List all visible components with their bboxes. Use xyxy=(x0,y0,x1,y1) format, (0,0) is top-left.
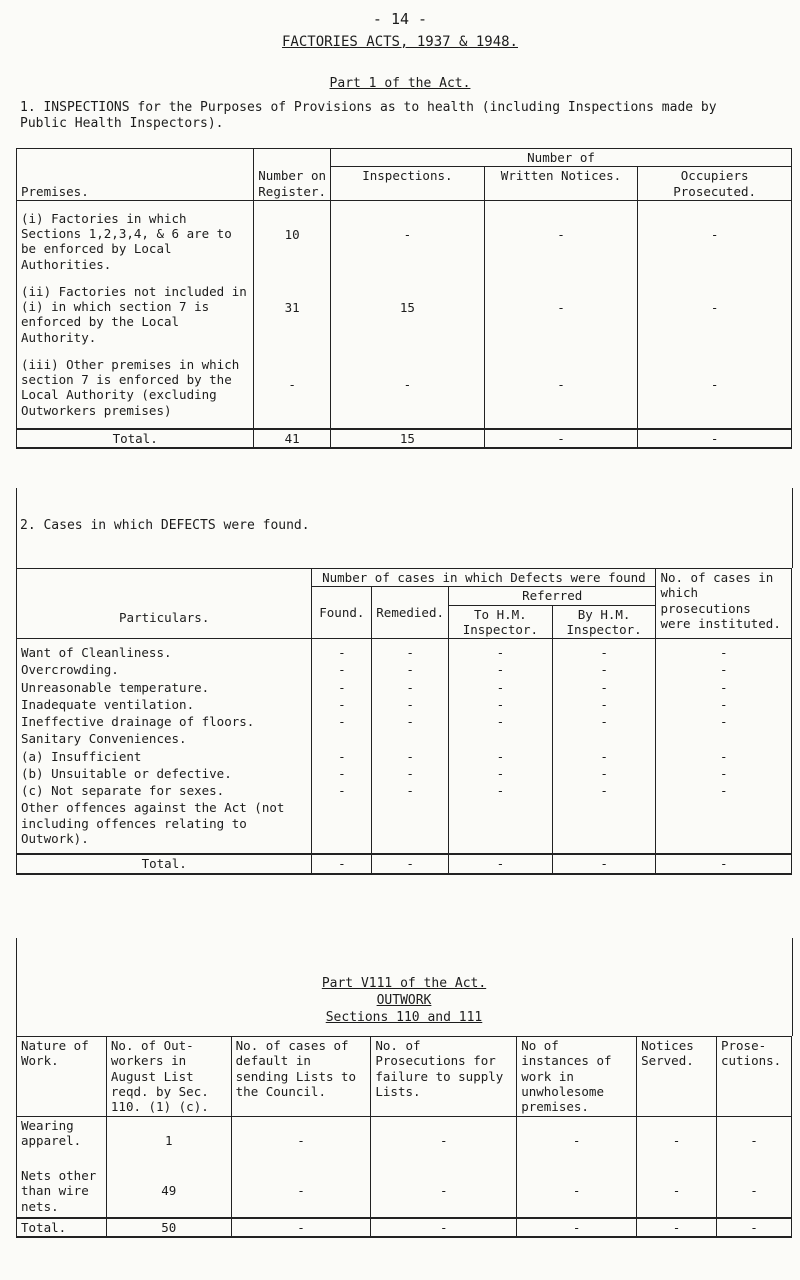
col-register: Number on Register. xyxy=(254,149,331,201)
total-row: Total. - - - - - xyxy=(17,854,792,873)
col-number-cases: Number of cases in which Defects were found xyxy=(312,569,656,587)
table-row: Other offences against the Act (not including offences relating to Outwork). xyxy=(17,799,792,854)
outwork-table xyxy=(16,1036,792,1238)
col-default: No. of cases of default in sending Lists to the Council. xyxy=(231,1037,371,1117)
frame-line xyxy=(16,938,17,1036)
col-nature: Nature of Work. xyxy=(17,1037,107,1117)
col-prosecutions: No. of Prosecutions for failure to supply Lists. xyxy=(371,1037,517,1117)
col-number-of: Number of xyxy=(331,149,792,167)
col-inspections: Inspections. xyxy=(331,167,485,201)
col-prose: Prose-cutions. xyxy=(716,1037,791,1117)
table-row: Unreasonable temperature. - - - - - xyxy=(17,679,792,696)
table-row: (a) Insufficient - - - - - xyxy=(17,748,792,765)
col-notices: Notices Served. xyxy=(637,1037,717,1117)
frame-line xyxy=(16,488,17,568)
table-row: Want of Cleanliness. - - - - - xyxy=(17,639,792,662)
table-row: (iii) Other premises in which section 7 is enforced by the Local Authority (excluding Outworkers premises) - - - - xyxy=(17,347,792,429)
table-row: (ii) Factories not included in (i) in which section 7 is enforced by the Local Authority. 31 15 - - xyxy=(17,274,792,347)
col-occupiers: Occupiers Prosecuted. xyxy=(638,167,792,201)
col-premises: Premises. xyxy=(17,149,254,201)
table-row: (c) Not separate for sexes. - - - - - xyxy=(17,782,792,799)
part8-subtitle: OUTWORK xyxy=(376,993,432,1008)
table-row: Overcrowding. - - - - - xyxy=(17,661,792,678)
frame-line xyxy=(792,938,793,1036)
col-instances: No of instances of work in unwholesome premises. xyxy=(517,1037,637,1117)
table-row: Sanitary Conveniences. xyxy=(17,730,792,747)
total-row: Total. 50 - - - - - xyxy=(17,1218,792,1237)
col-by-hm: By H.M. Inspector. xyxy=(552,605,656,639)
table-row: (b) Unsuitable or defective. - - - - - xyxy=(17,765,792,782)
part-heading: Part 1 of the Act. xyxy=(329,76,471,91)
col-referred: Referred xyxy=(449,587,656,605)
col-particulars: Particulars. xyxy=(17,569,312,639)
part8-title: Part V111 of the Act. xyxy=(321,976,487,991)
col-found: Found. xyxy=(312,587,372,639)
table-row: Inadequate ventilation. - - - - - xyxy=(17,696,792,713)
inspections-table xyxy=(16,148,792,449)
frame-line xyxy=(792,488,793,568)
col-to-hm: To H.M. Inspector. xyxy=(449,605,553,639)
col-outworkers: No. of Out-workers in August List reqd. by Sec. 110. (1) (c). xyxy=(106,1037,231,1117)
col-remedied: Remedied. xyxy=(372,587,449,639)
section1-heading: 1. INSPECTIONS for the Purposes of Provisions as to health (including Inspections made by Public Health Inspectors). xyxy=(20,100,717,131)
part8-sections: Sections 110 and 111 xyxy=(325,1010,483,1025)
table-row: Wearing apparel. 1 - - - - - xyxy=(17,1117,792,1168)
total-row: Total. 41 15 - - xyxy=(17,429,792,448)
defects-table xyxy=(16,568,792,875)
table-row: (i) Factories in which Sections 1,2,3,4, & 6 are to be enforced by Local Authorities. 10 - - - xyxy=(17,200,792,274)
col-prosecutions: No. of cases in which prosecutions were instituted. xyxy=(656,569,792,639)
col-written: Written Notices. xyxy=(484,167,638,201)
table-row: Nets other than wire nets. 49 - - - - - xyxy=(17,1167,792,1218)
document-title: FACTORIES ACTS, 1937 & 1948. xyxy=(281,34,518,50)
page-number: - 14 - xyxy=(372,10,428,28)
section2-heading: 2. Cases in which DEFECTS were found. xyxy=(20,518,310,533)
table-row: Ineffective drainage of floors. - - - - - xyxy=(17,713,792,730)
